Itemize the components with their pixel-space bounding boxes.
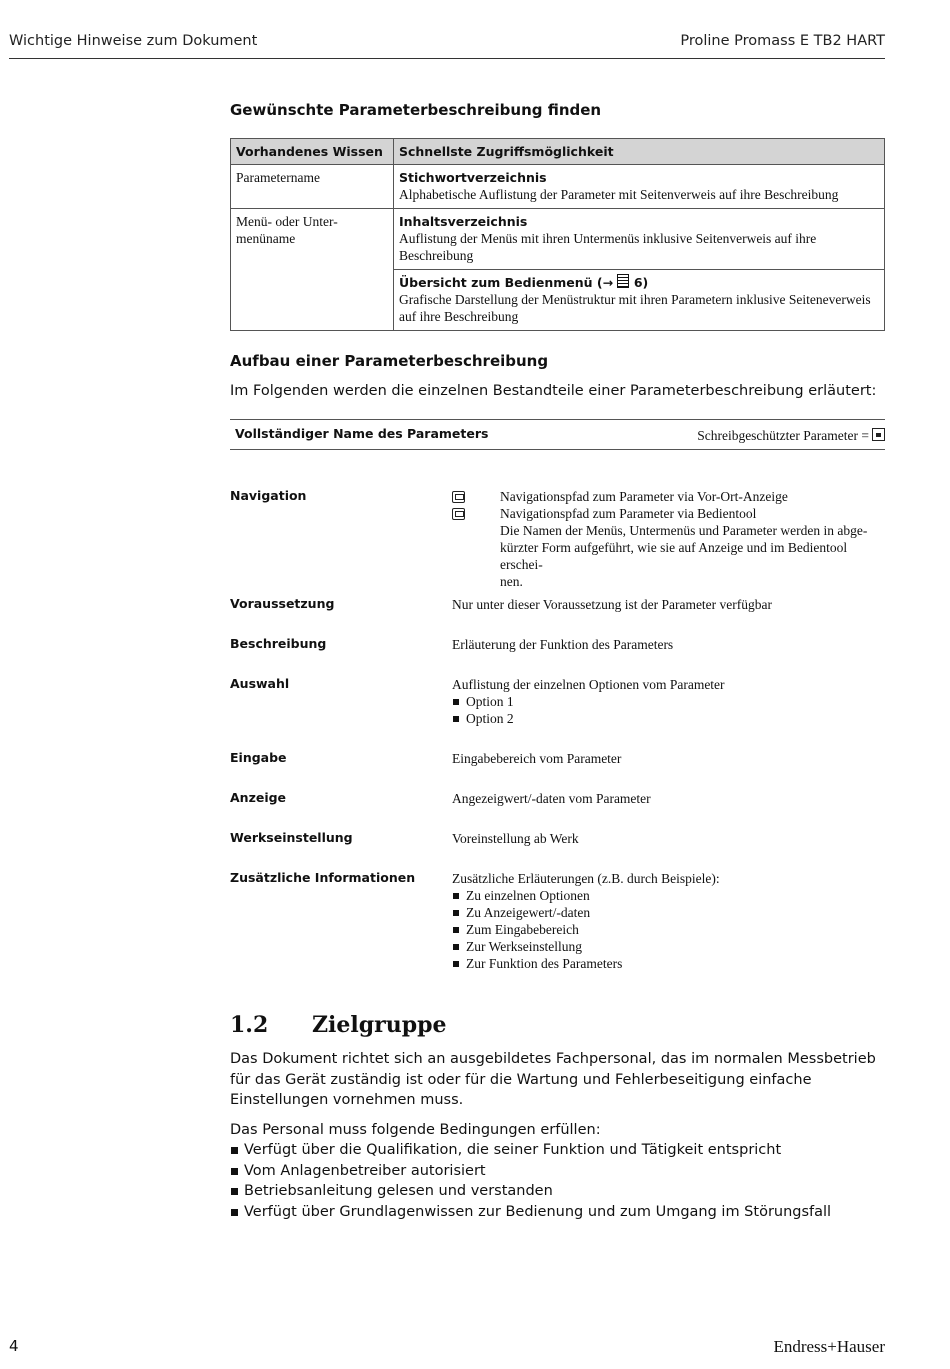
list-item: Zu Anzeigewert/-daten [452,904,888,921]
header-rule [9,58,885,59]
zusatz-list [452,887,888,972]
display-icon [452,491,465,503]
lookup-table [230,138,885,331]
chapter-title: Zielgruppe [312,1012,447,1038]
navigation-line-display: Navigationspfad zum Parameter via Vor-Ort-Anzeige [500,489,788,504]
table-row [231,165,885,209]
list-item: Zu einzelnen Optionen [452,887,888,904]
auswahl-text: Auflistung der einzelnen Optionen vom Parameter [452,677,725,692]
werkseinstellung-label: Werkseinstellung [230,830,353,845]
navigation-line-tool: Navigationspfad zum Parameter via Bedientool [500,506,757,521]
access-title: Stichwortverzeichnis [399,170,547,185]
table-cell-access [394,209,885,270]
access-title [399,274,879,291]
table-header-cell: Schnellste Zugriffsmöglichkeit [394,139,885,165]
brand-name: Endress+Hauser [773,1337,885,1356]
table-header-row [231,139,885,165]
list-item: Verfügt über die Qualifikation, die seiner Funktion und Tätigkeit entspricht [230,1140,890,1161]
list-item: Verfügt über Grundlagenwissen zur Bedienung und zum Umgang im Störungsfall [230,1202,890,1223]
lock-icon [872,428,885,441]
access-description: Grafische Darstellung der Menüstruktur mit ihren Parametern inklusive Seiteneverweis auf ihre Beschreibung [399,292,871,324]
readonly-note-text: Schreibgeschützter Parameter = [697,428,869,443]
access-description: Alphabetische Auflistung der Parameter mit Seitenverweis auf ihre Beschreibung [399,187,839,202]
auswahl-label: Auswahl [230,676,290,691]
book-icon [617,274,629,288]
access-title-prefix: Übersicht zum Bedienmenü (→ [399,275,618,290]
navigation-note: Die Namen der Menüs, Untermenüs und Parameter werden in abge- kürzter Form aufgeführt, wie sie auf Anzeige und im Bedientool erschei- nen. [500,523,868,589]
table-row [231,209,885,270]
beschreibung-value: Erläuterung der Funktion des Parameters [452,637,674,652]
navigation-text [500,488,890,590]
access-title-suffix: 6) [629,275,649,290]
chapter-number: 1.2 [230,1012,269,1038]
list-item: Option 1 [452,693,888,710]
chapter-conditions-intro: Das Personal muss folgende Bedingungen erfüllen: [230,1122,601,1138]
voraussetzung-label: Voraussetzung [230,596,335,611]
list-item: Zum Eingabebereich [452,921,888,938]
table-cell-knowledge: Parametername [231,165,394,209]
running-header-right: Proline Promass E TB2 HART [680,33,885,49]
auswahl-value [452,676,888,727]
conditions-list [230,1140,890,1222]
list-item: Vom Anlagenbetreiber autorisiert [230,1161,890,1182]
structure-heading: Aufbau einer Parameterbeschreibung [230,352,549,370]
auswahl-list [452,693,888,727]
access-title: Inhaltsverzeichnis [399,214,528,229]
werkseinstellung-value: Voreinstellung ab Werk [452,831,579,846]
pc-icon [452,508,465,520]
table-cell-knowledge: Menü- oder Unter- menüname [231,209,394,331]
anzeige-label: Anzeige [230,790,287,805]
param-name-label: Vollständiger Name des Parameters [235,426,489,441]
table-cell-access [394,270,885,331]
anzeige-value: Angezeigwert/-daten vom Parameter [452,791,651,806]
beschreibung-label: Beschreibung [230,636,327,651]
list-item: Zur Funktion des Parameters [452,955,888,972]
zusatz-value [452,870,888,972]
table-cell-access [394,165,885,209]
box-rule-top [230,419,885,420]
eingabe-label: Eingabe [230,750,287,765]
access-description: Auflistung der Menüs mit ihren Untermenüs inklusive Seitenverweis auf ihre Beschreibung [399,231,817,263]
running-header-left: Wichtige Hinweise zum Dokument [9,33,258,49]
list-item: Zur Werkseinstellung [452,938,888,955]
chapter-paragraph: Das Dokument richtet sich an ausgebildetes Fachpersonal, das im normalen Messbetrieb für das Gerät zuständig ist oder für die Wartung und Fehlerbeseitigung einfache Einstellungen vornehmen muss. [230,1051,876,1108]
box-rule-bottom [230,449,885,450]
zusatz-label: Zusätzliche Informationen [230,870,416,885]
structure-intro: Im Folgenden werden die einzelnen Bestandteile einer Parameterbeschreibung erläutert: [230,383,877,399]
list-item: Betriebsanleitung gelesen und verstanden [230,1181,890,1202]
page-number: 4 [9,1337,19,1355]
zusatz-text: Zusätzliche Erläuterungen (z.B. durch Beispiele): [452,871,720,886]
list-item: Option 2 [452,710,888,727]
table-header-cell: Vorhandenes Wissen [231,139,394,165]
readonly-note [697,428,885,444]
lookup-heading: Gewünschte Parameterbeschreibung finden [230,101,602,119]
voraussetzung-value: Nur unter dieser Voraussetzung ist der Parameter verfügbar [452,597,773,612]
navigation-label: Navigation [230,488,307,503]
eingabe-value: Eingabebereich vom Parameter [452,751,622,766]
